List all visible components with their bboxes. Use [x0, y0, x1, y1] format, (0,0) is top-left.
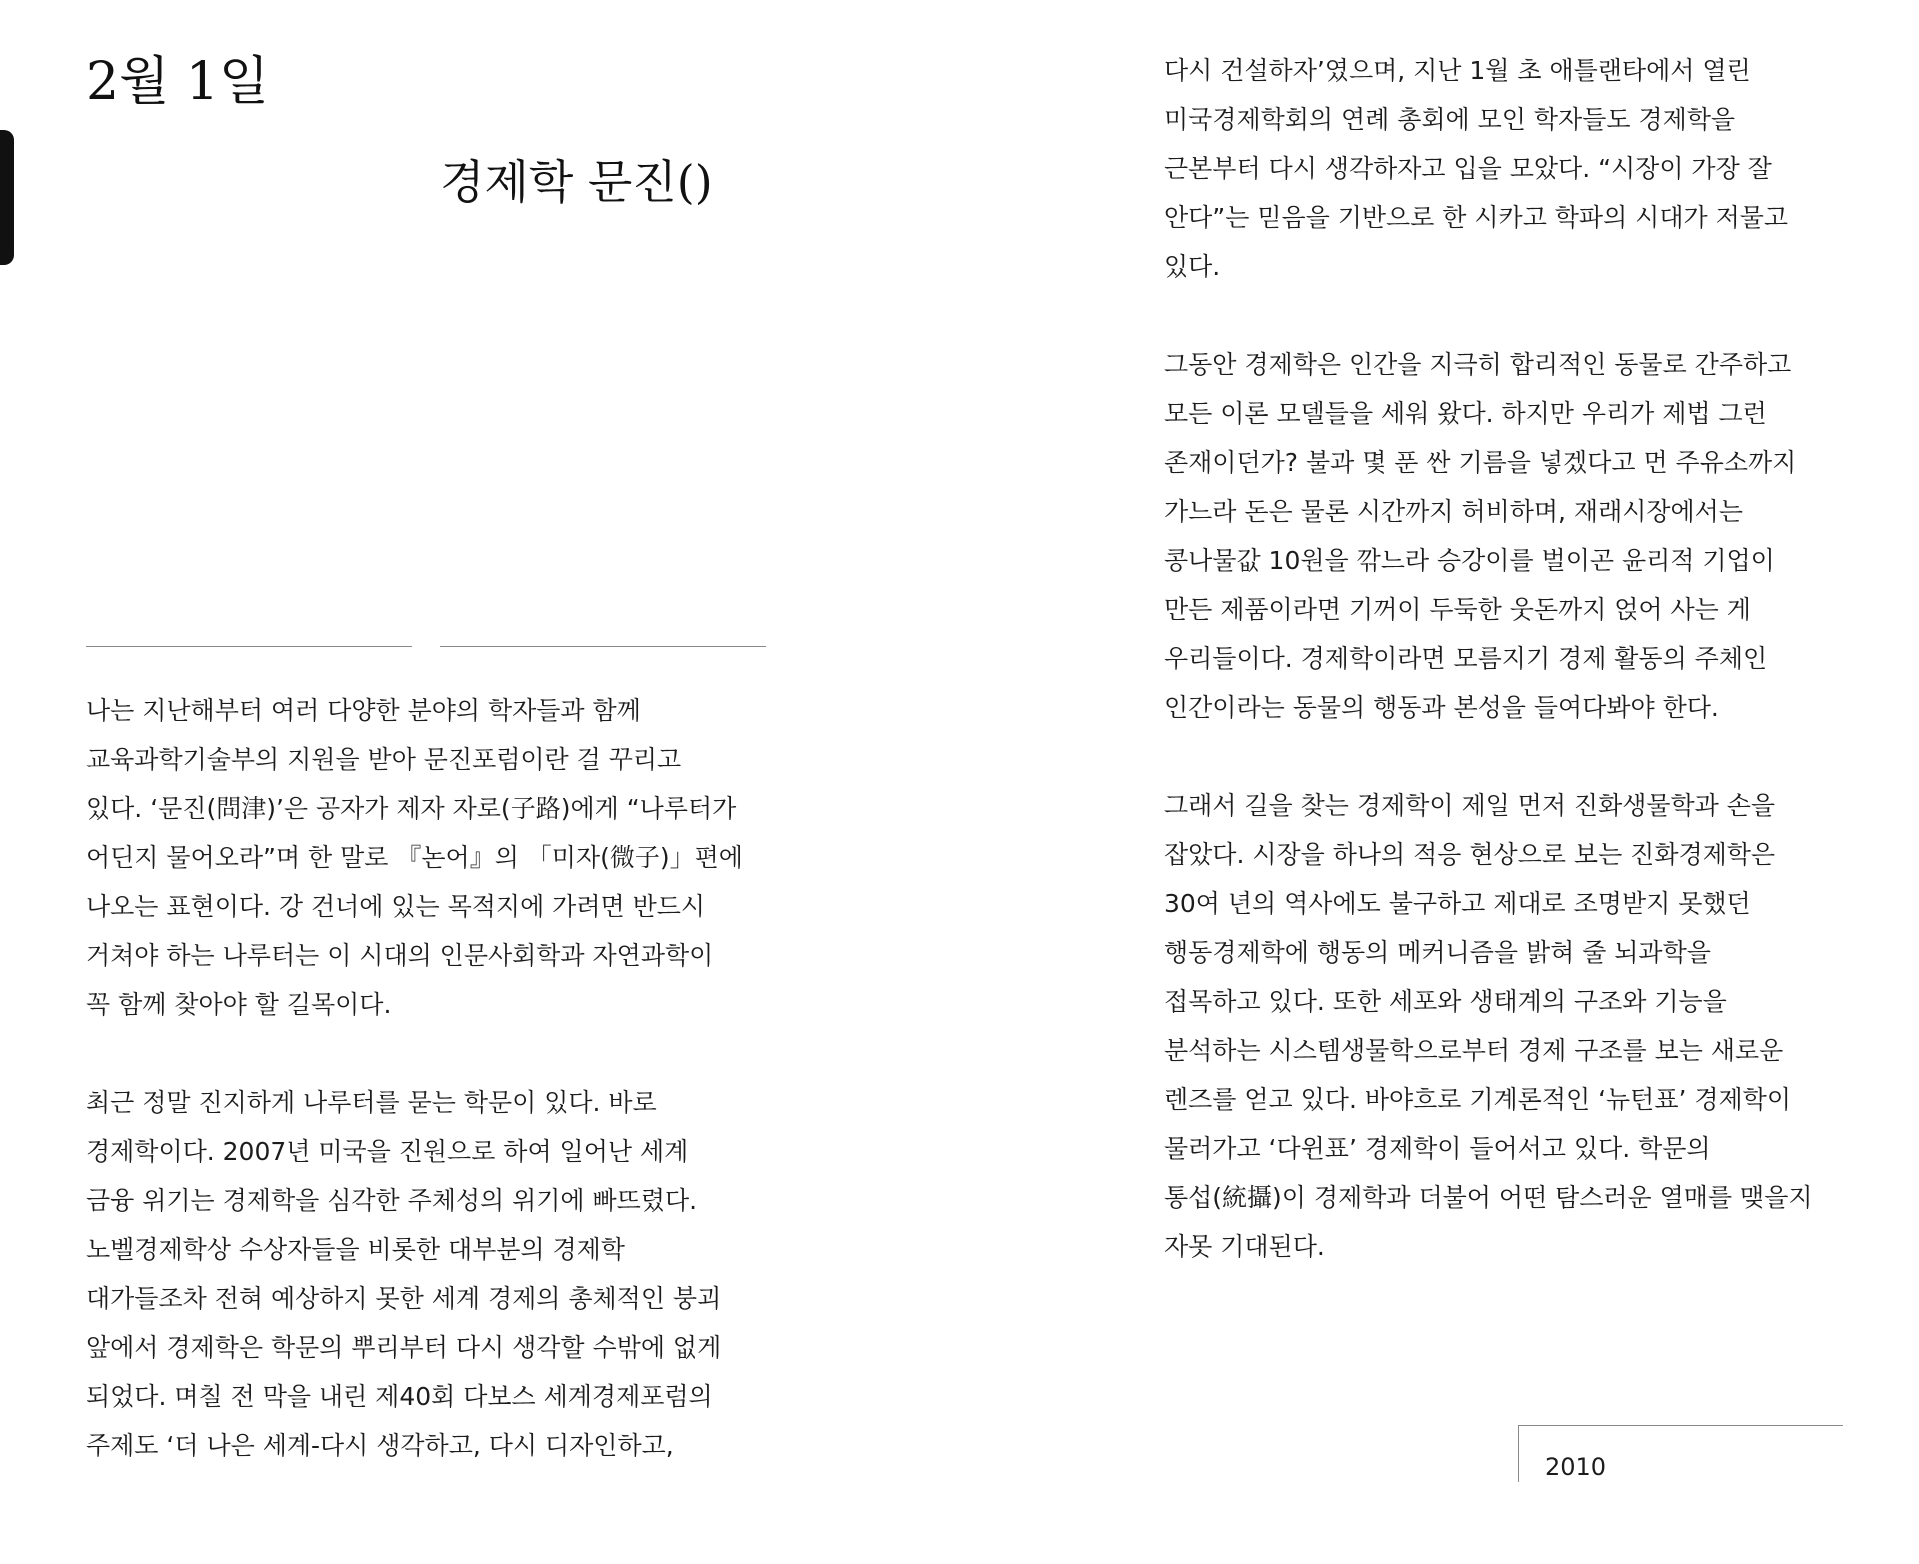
left-text-column [86, 686, 806, 1470]
paragraph [1164, 46, 1884, 291]
date-heading: 2월 1일 [86, 52, 270, 112]
text-line: 나는 지난해부터 여러 다양한 분야의 학자들과 함께 [86, 696, 641, 725]
paragraph [86, 686, 806, 1029]
text-line: 나오는 표현이다. 강 건너에 있는 목적지에 가려면 반드시 [86, 892, 706, 921]
paragraph [1164, 781, 1884, 1271]
text-line: 분석하는 시스템생물학으로부터 경제 구조를 보는 새로운 [1164, 1036, 1784, 1065]
text-line: 되었다. 며칠 전 막을 내린 제40회 다보스 세계경제포럼의 [86, 1382, 713, 1411]
text-line: 우리들이다. 경제학이라면 모름지기 경제 활동의 주체인 [1164, 644, 1768, 673]
page-tab-marker [0, 130, 14, 265]
text-line: 인간이라는 동물의 행동과 본성을 들여다봐야 한다. [1164, 693, 1719, 722]
text-line: 금융 위기는 경제학을 심각한 주체성의 위기에 빠뜨렸다. [86, 1186, 698, 1215]
text-line: 다시 건설하자’였으며, 지난 1월 초 애틀랜타에서 열린 [1164, 56, 1751, 85]
text-line: 있다. [1164, 252, 1221, 281]
text-line: 주제도 ‘더 나은 세계-다시 생각하고, 다시 디자인하고, [86, 1431, 674, 1460]
text-line: 물러가고 ‘다윈표’ 경제학이 들어서고 있다. 학문의 [1164, 1134, 1711, 1163]
title-divider-left [86, 646, 412, 647]
text-line: 콩나물값 10원을 깎느라 승강이를 벌이곤 윤리적 기업이 [1164, 546, 1775, 575]
text-line: 모든 이론 모델들을 세워 왔다. 하지만 우리가 제법 그런 [1164, 399, 1767, 428]
text-line: 그동안 경제학은 인간을 지극히 합리적인 동물로 간주하고 [1164, 350, 1792, 379]
paragraph [86, 1078, 806, 1470]
text-line: 렌즈를 얻고 있다. 바야흐로 기계론적인 ‘뉴턴표’ 경제학이 [1164, 1085, 1791, 1114]
title-divider-right [440, 646, 766, 647]
text-line: 교육과학기술부의 지원을 받아 문진포럼이란 걸 꾸리고 [86, 745, 682, 774]
text-line: 미국경제학회의 연례 총회에 모인 학자들도 경제학을 [1164, 105, 1736, 134]
text-line: 통섭(統攝)이 경제학과 더불어 어떤 탐스러운 열매를 맺을지 [1164, 1183, 1813, 1212]
text-line: 대가들조차 전혀 예상하지 못한 세계 경제의 총체적인 붕괴 [86, 1284, 722, 1313]
text-line: 있다. ‘문진(問津)’은 공자가 제자 자로(子路)에게 “나루터가 [86, 794, 737, 823]
text-line: 꼭 함께 찾아야 할 길목이다. [86, 990, 392, 1019]
right-text-column [1164, 46, 1884, 1271]
text-line: 자못 기대된다. [1164, 1232, 1325, 1261]
text-line: 만든 제품이라면 기꺼이 두둑한 웃돈까지 얹어 사는 게 [1164, 595, 1751, 624]
text-line: 그래서 길을 찾는 경제학이 제일 먼저 진화생물학과 손을 [1164, 791, 1776, 820]
text-line: 접목하고 있다. 또한 세포와 생태계의 구조와 기능을 [1164, 987, 1727, 1016]
text-line: 근본부터 다시 생각하자고 입을 모았다. “시장이 가장 잘 [1164, 154, 1772, 183]
text-line: 최근 정말 진지하게 나루터를 묻는 학문이 있다. 바로 [86, 1088, 657, 1117]
year-box [1518, 1425, 1843, 1482]
text-line: 30여 년의 역사에도 불구하고 제대로 조명받지 못했던 [1164, 889, 1751, 918]
text-line: 행동경제학에 행동의 메커니즘을 밝혀 줄 뇌과학을 [1164, 938, 1711, 967]
text-line: 어딘지 물어오라”며 한 말로 『논어』의 「미자(微子)」편에 [86, 843, 743, 872]
paragraph [1164, 340, 1884, 732]
essay-title: 경제학 문진() [440, 155, 713, 209]
text-line: 앞에서 경제학은 학문의 뿌리부터 다시 생각할 수밖에 없게 [86, 1333, 722, 1362]
text-line: 노벨경제학상 수상자들을 비롯한 대부분의 경제학 [86, 1235, 625, 1264]
text-line: 안다”는 믿음을 기반으로 한 시카고 학파의 시대가 저물고 [1164, 203, 1789, 232]
text-line: 잡았다. 시장을 하나의 적응 현상으로 보는 진화경제학은 [1164, 840, 1776, 869]
year-label: 2010 [1545, 1453, 1607, 1481]
text-line: 거쳐야 하는 나루터는 이 시대의 인문사회학과 자연과학이 [86, 941, 714, 970]
text-line: 가느라 돈은 물론 시간까지 허비하며, 재래시장에서는 [1164, 497, 1743, 526]
text-line: 존재이던가? 불과 몇 푼 싼 기름을 넣겠다고 먼 주유소까지 [1164, 448, 1797, 477]
text-line: 경제학이다. 2007년 미국을 진원으로 하여 일어난 세계 [86, 1137, 689, 1166]
